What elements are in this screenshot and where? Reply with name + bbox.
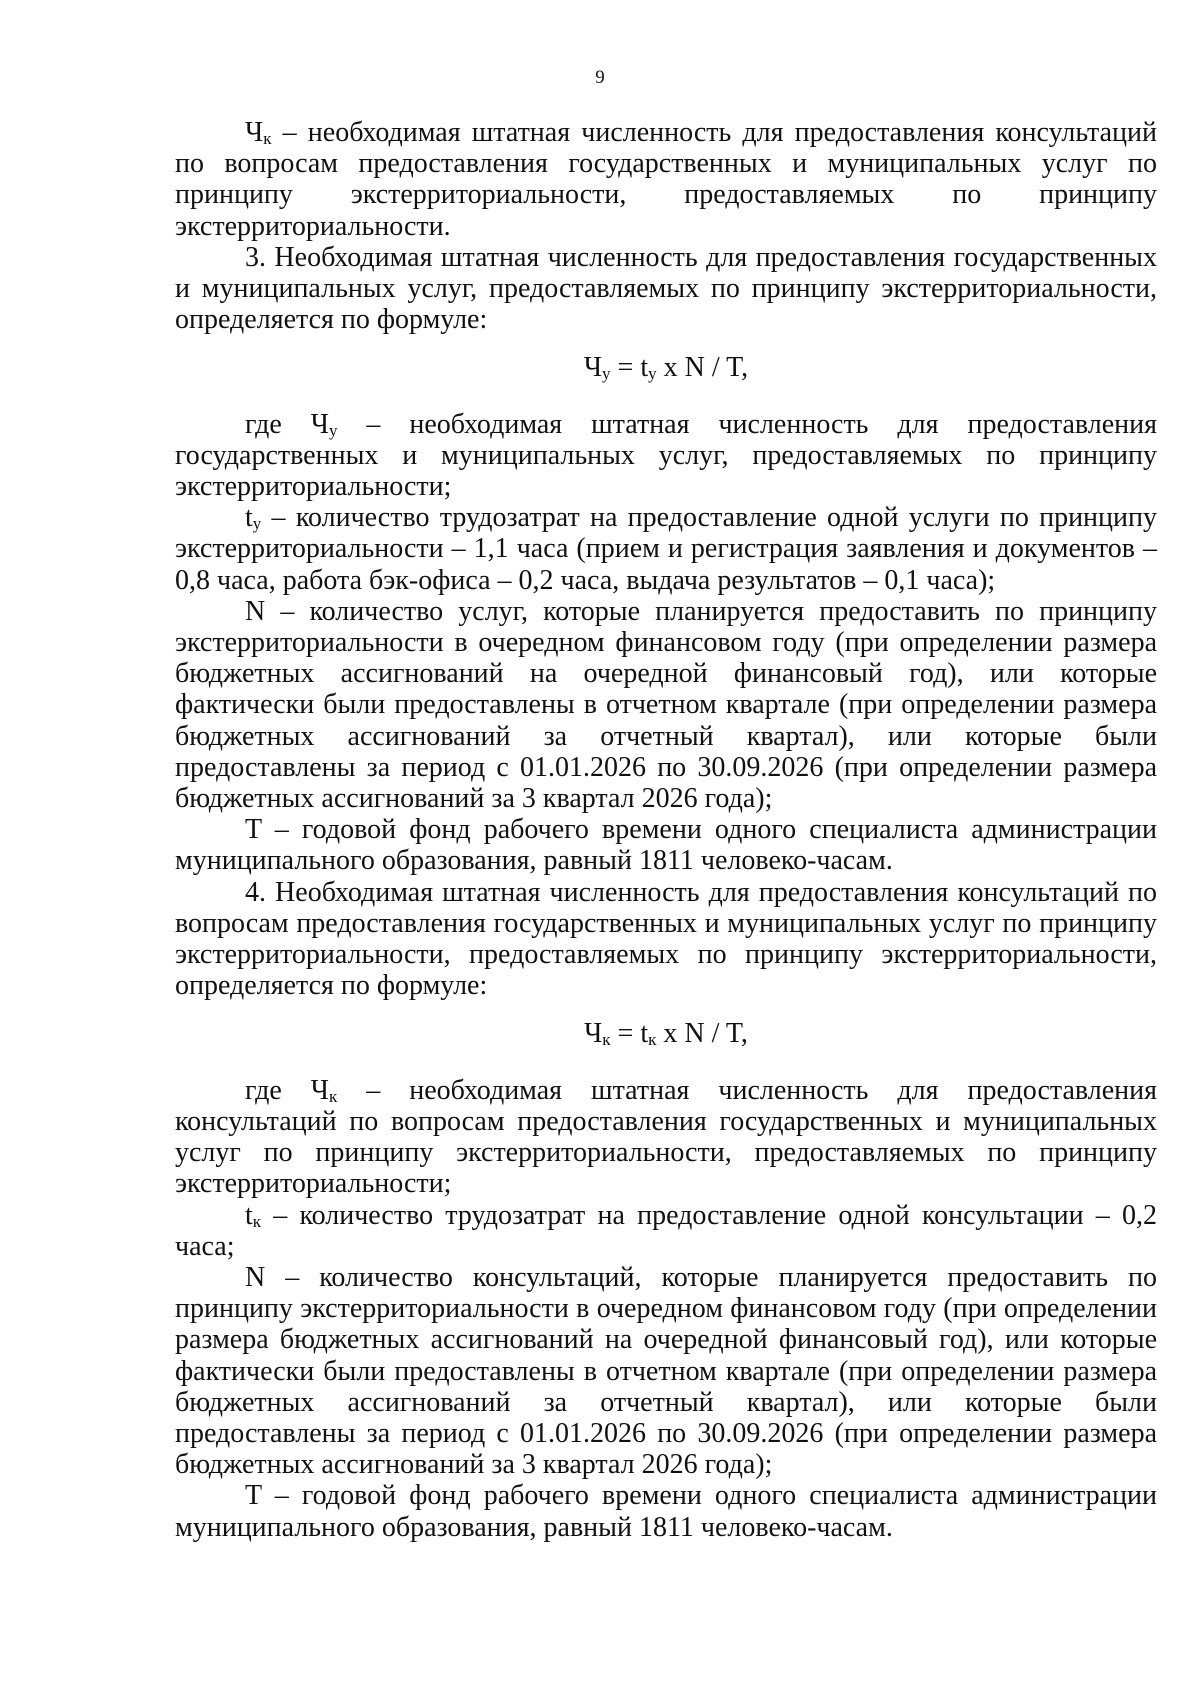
formula-part: = t [610,352,649,384]
document-body [175,117,1157,1543]
paragraph-tk [175,1200,1157,1262]
paragraph-text: – необходимая штатная численность для предоставления государственных и муниципальных услуг, предоставляемых по принципу экстерриториальности; [175,408,1158,503]
paragraph-n-services: N – количество услуг, которые планируется предоставить по принципу экстерриториальности в очередном финансовом году (при определении размера бюджетных ассигнований на очередной финансовый год), или которые фактически были предоставлены в отчетном квартале (при определении размера бюджетных ассигнований за отчетный квартал), или которые были предоставлены за период с 01.01.2026 по 30.09.2026 (при определении размера бюджетных ассигнований за 3 квартал 2026 года); [175,595,1157,815]
symbol-subscript: у [328,420,338,440]
paragraph-definition-chk [175,117,1157,242]
paragraph-n-consultations: N – количество консультаций, которые планируется предоставить по принципу экстерриториальности в очередном финансовом году (при определении размера бюджетных ассигнований на очередной финансовый год), или которые фактически были предоставлены в отчетном квартале (при определении размера бюджетных ассигнований за отчетный квартал), или которые были предоставлены за период с 01.01.2026 по 30.09.2026 (при определении размера бюджетных ассигнований за 3 квартал 2026 года); [175,1261,1157,1481]
paragraph-ty [175,502,1157,596]
symbol-subscript: к [328,1086,338,1106]
formula-chk [175,1001,1157,1074]
symbol: t [245,502,253,534]
formula-part: = t [610,1018,649,1050]
formula-subscript: к [648,1030,657,1050]
paragraph-where-chk [175,1075,1157,1200]
paragraph-text: – необходимая штатная численность для предоставления консультаций по вопросам предоставления государственных и муниципальных услуг по принципу экстерриториальности, предоставляемых по принципу экстерриториальности; [175,1074,1157,1200]
paragraph-where-chu [175,409,1157,503]
symbol-subscript: к [263,129,272,148]
formula-subscript: к [602,1030,611,1050]
formula-part: Ч [584,1018,603,1050]
paragraph-text: где Ч [245,1074,329,1106]
paragraph-text: – количество трудозатрат на предоставление одной услуги по принципу экстерриториальности – 1,1 часа (прием и регистрация заявления и документов – 0,8 часа, работа бэк-офиса – 0,2 часа, выдача результатов – 0,1 часа); [175,502,1157,596]
formula-subscript: у [602,364,611,384]
paragraph-item-4: 4. Необходимая штатная численность для предоставления консультаций по вопросам предоставления государственных и муниципальных услуг по принципу экстерриториальности, предоставляемых по принципу экстерриториальности, определяется по формуле: [175,876,1157,1002]
formula-subscript: у [648,364,657,384]
paragraph-t-fund-1: T – годовой фонд рабочего времени одного специалиста администрации муниципального образования, равный 1811 человеко-часам. [175,814,1157,877]
paragraph-item-3: 3. Необходимая штатная численность для предоставления государственных и муниципальных услуг, предоставляемых по принципу экстерриториальности, определяется по формуле: [175,241,1157,336]
formula-chu [175,335,1157,408]
paragraph-text: – количество трудозатрат на предоставление одной консультации – 0,2 часа; [175,1199,1157,1262]
page-number: 9 [595,67,605,88]
paragraph-t-fund-2: T – годовой фонд рабочего времени одного специалиста администрации муниципального образования, равный 1811 человеко-часам. [175,1480,1157,1543]
formula-part: x N / T, [656,1018,748,1050]
symbol-subscript: к [252,1211,262,1231]
formula-part: Ч [583,352,603,384]
symbol: Ч [245,117,264,148]
symbol-subscript: у [252,514,262,534]
symbol: t [245,1199,253,1231]
paragraph-text: – необходимая штатная численность для предоставления консультаций по вопросам предоставления государственных и муниципальных услуг по принципу экстерриториальности, предоставляемых по принципу экстерриториальности. [175,117,1157,242]
formula-part: x N / T, [656,352,749,384]
paragraph-text: где Ч [245,408,329,440]
